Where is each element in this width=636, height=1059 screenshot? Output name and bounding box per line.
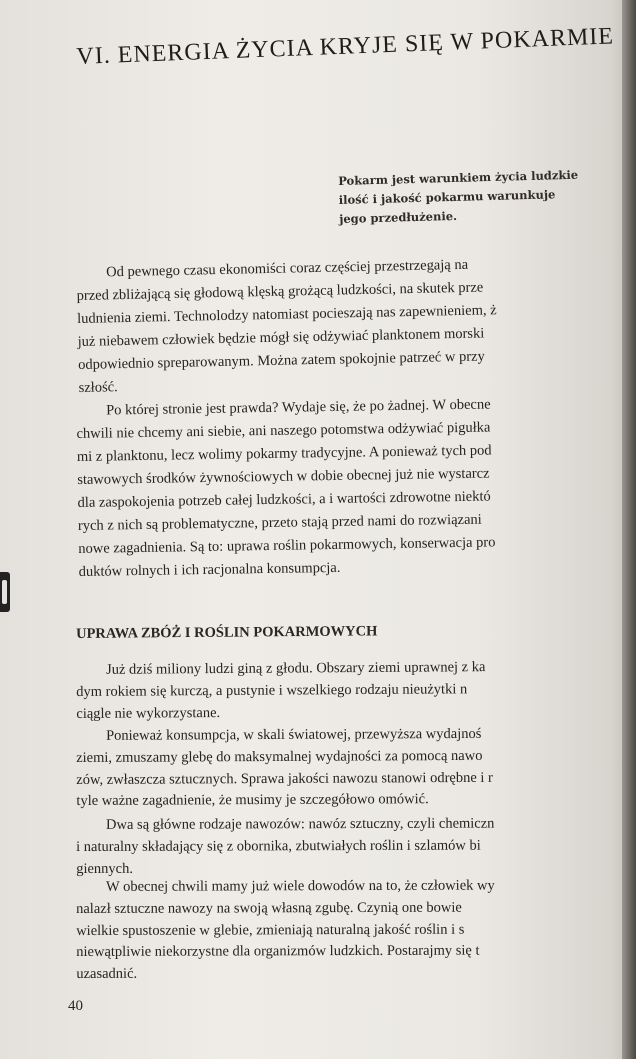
text-line: już niebawem człowiek będzie mógł się odżywiać planktonem morski [77, 325, 485, 350]
text-line: duktów rolnych i ich racjonalna konsumpcja. [78, 559, 341, 580]
text-line: dym rokiem się kurczą, a pustynie i wszelkiego rodzaju nieużytki n [76, 681, 468, 700]
page-number: 40 [68, 998, 83, 1014]
text-line: giennych. [76, 860, 133, 877]
text-line: ziemi, zmuszamy glebę do maksymalnej wydajności za pomocą nawo [76, 747, 483, 766]
intro-paragraph-2 [76, 391, 636, 584]
text-line: stawowych środków żywnościowych w dobie obecnej już nie wystarcz [77, 465, 490, 488]
text-line: Po której stronie jest prawda? Wydaje się, że po żadnej. W obecne [106, 396, 491, 419]
section-paragraph-1 [76, 656, 636, 726]
epigraph-line: jego przedłużenie. [339, 208, 458, 226]
chapter-title: VI. ENERGIA ŻYCIA KRYJE SIĘ W POKARMIE [76, 23, 615, 71]
epigraph [338, 164, 636, 229]
text-line: ludnienia ziemi. Technolodzy natomiast pocieszają nas zapewnieniem, ż [77, 302, 497, 327]
intro-paragraph-1 [76, 249, 636, 400]
text-line: uzasadnić. [76, 965, 138, 983]
text-line: zów, zwłaszcza sztucznych. Sprawa jakości nawozu stanowi odrębne i r [76, 769, 493, 788]
text-line: rych z nich są problematyczne, przeto stają przed nami do rozwiązani [77, 511, 482, 534]
text-line: szłość. [78, 379, 118, 396]
text-line: chwili nie chcemy ani siebie, ani naszego potomstwa odżywiać pigułka [76, 419, 491, 442]
text-line: niewątpliwie niekorzystne dla organizmów ludzkich. Postarajmy się t [76, 942, 480, 961]
text-line: nowe zagadnienia. Są to: uprawa roślin pokarmowych, konserwacja pro [78, 534, 496, 557]
text-line: i naturalny składający się z obornika, zbutwiałych roślin i szlamów bi [76, 837, 481, 855]
section-paragraph-4 [76, 875, 636, 986]
text-line: Ponieważ konsumpcja, w skali światowej, przewyższa wydajnoś [106, 725, 482, 744]
text-line: nalazł sztuczne nawozy na swoją własną zgubę. Czynią one bowie [76, 899, 462, 917]
text-line: ciągle nie wykorzystane. [76, 704, 221, 722]
text-line: odpowiednio spreparowanym. Można zatem spokojnie patrzeć w przy [77, 348, 485, 373]
epigraph-line: Pokarm jest warunkiem życia ludzkie [338, 167, 579, 188]
text-line: W obecnej chwili mamy już wiele dowodów na to, że człowiek wy [106, 877, 495, 895]
text-line: mi z planktonu, lecz wolimy pokarmy tradycyjne. A ponieważ tych pod [76, 442, 492, 465]
section-paragraph-3 [76, 813, 636, 880]
section-heading: UPRAWA ZBÓŻ I ROŚLIN POKARMOWYCH [76, 623, 378, 643]
text-line: Już dziś miliony ludzi giną z głodu. Obszary ziemi uprawnej z ka [106, 659, 486, 678]
text-line: wielkie spustoszenie w glebie, zmieniają naturalną jakość roślin i s [76, 921, 465, 939]
text-line: tyle ważne zagadnienie, że musimy je szczegółowo omówić. [76, 791, 429, 810]
section-paragraph-2 [76, 723, 636, 813]
text-line: Od pewnego czasu ekonomiści coraz częściej przestrzegają na [106, 256, 469, 281]
text-line: Dwa są główne rodzaje nawozów: nawóz sztuczny, czyli chemiczn [106, 815, 495, 833]
text-line: dla zaspokojenia potrzeb całej ludzkości, a i wartości zdrowotne niektó [77, 488, 491, 511]
binder-clip [0, 572, 10, 612]
text-line: przed zbliżającą się głodową klęską grożącą ludzkości, na skutek prze [76, 279, 484, 304]
epigraph-line: ilość i jakość pokarmu warunkuje [338, 187, 556, 207]
